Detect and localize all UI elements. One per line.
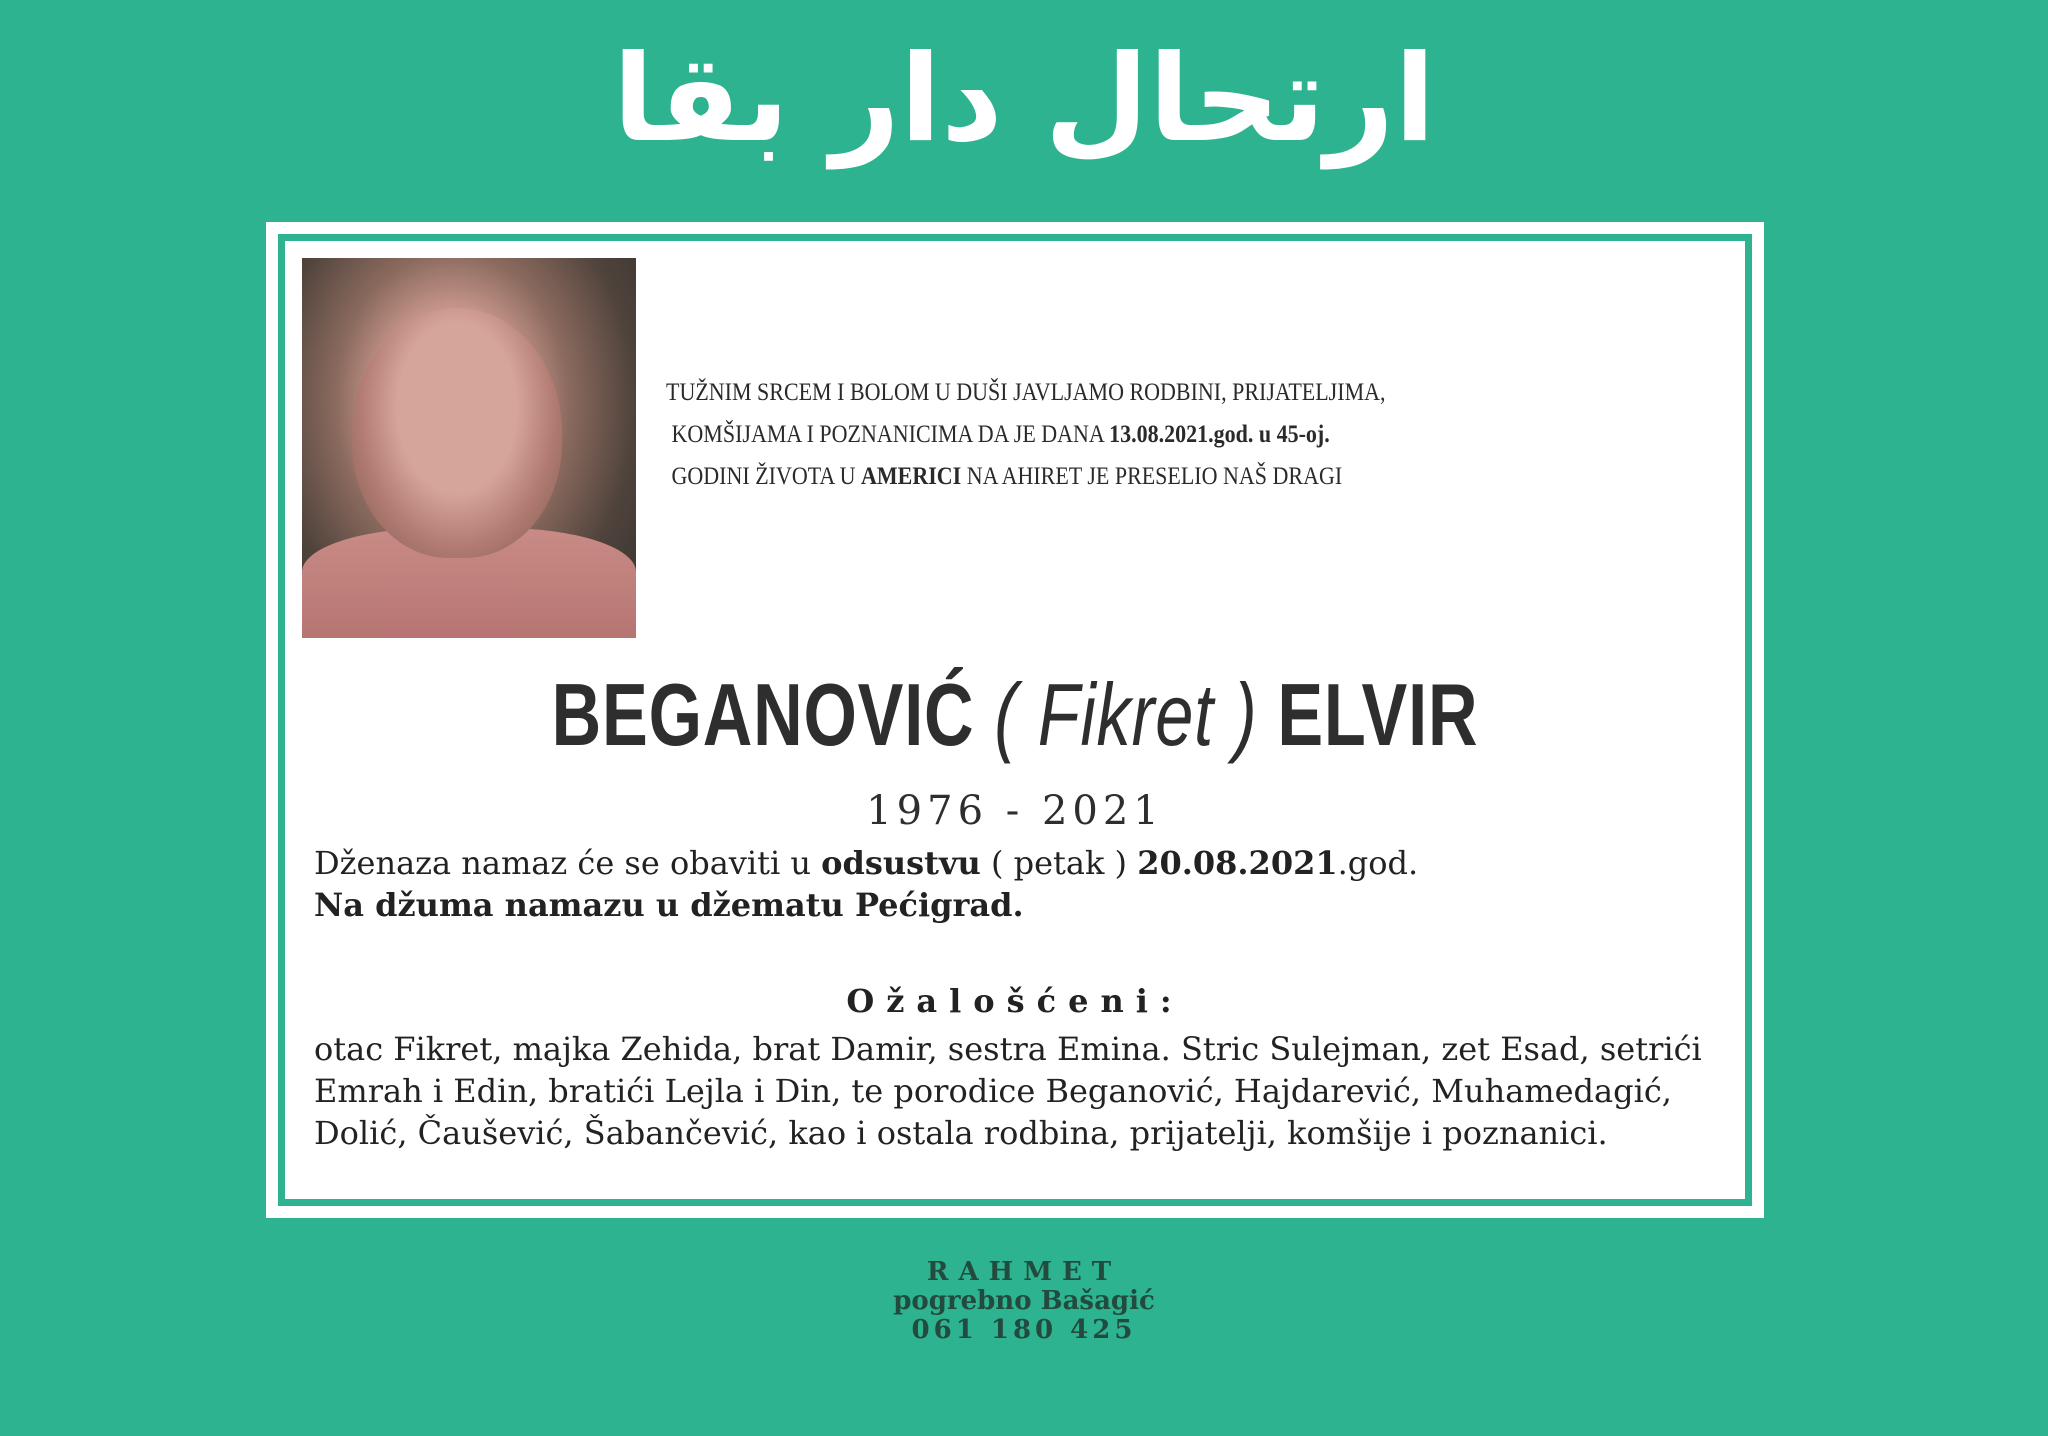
mourners-title: Ožalošćeni:	[846, 982, 1184, 1020]
intro-line-3-text: GODINI ŽIVOTA U	[671, 463, 861, 490]
photo-face	[352, 308, 562, 558]
funeral-home-name: pogrebno Bašagić	[893, 1286, 1155, 1316]
obituary-card	[266, 222, 1764, 1218]
funeral-absence: odsustvu	[821, 844, 981, 882]
death-date: 13.08.2021.god. u 45-oj.	[1109, 421, 1330, 448]
funeral-date: 20.08.2021	[1137, 844, 1338, 882]
intro-line-2	[666, 414, 1458, 456]
announcement-intro	[666, 372, 1458, 498]
intro-line-2-text: KOMŠIJAMA I POZNANICIMA DA JE DANA	[671, 421, 1110, 448]
funeral-line-1	[314, 842, 1734, 884]
arabic-calligraphy-header: ارتحال دار بقا	[612, 30, 1436, 169]
life-years: 1976 - 2021	[866, 788, 1164, 834]
death-place: AMERICI	[860, 463, 962, 490]
deceased-photo	[302, 258, 636, 638]
funeral-line-2	[314, 884, 1734, 926]
intro-line-1: TUŽNIM SRCEM I BOLOM U DUŠI JAVLJAMO RODBINI, PRIJATELJIMA,	[666, 379, 1386, 406]
funeral-home-phone: 061 180 425	[911, 1315, 1137, 1345]
funeral-date-suffix: .god.	[1337, 844, 1419, 882]
funeral-home-footer	[0, 1258, 2048, 1345]
funeral-text: Dženaza namaz će se obaviti u	[314, 844, 822, 882]
first-name: ELVIR	[1277, 665, 1479, 764]
funeral-day: ( petak )	[980, 844, 1138, 882]
father-name: ( Fikret )	[994, 665, 1258, 764]
mourners-list: otac Fikret, majka Zehida, brat Damir, sestra Emina. Stric Sulejman, zet Esad, setrići Emrah i Edin, bratići Lejla i Din, te porodice Beganović, Hajdarević, Muhamedagić, Dolić, Čaušević, Šabančević, kao i ostala rodbina, prijatelji, komšije i poznanici.	[314, 1030, 1702, 1152]
surname: BEGANOVIĆ	[551, 665, 975, 764]
rahmet-text: RAHMET	[926, 1257, 1122, 1287]
intro-line-3-end: NA AHIRET JE PRESELIO NAŠ DRAGI	[961, 463, 1343, 490]
intro-line-3	[666, 456, 1458, 498]
funeral-location: Na džuma namazu u džematu Pećigrad.	[314, 886, 1024, 924]
deceased-name	[431, 664, 1599, 766]
funeral-info	[314, 842, 1734, 926]
